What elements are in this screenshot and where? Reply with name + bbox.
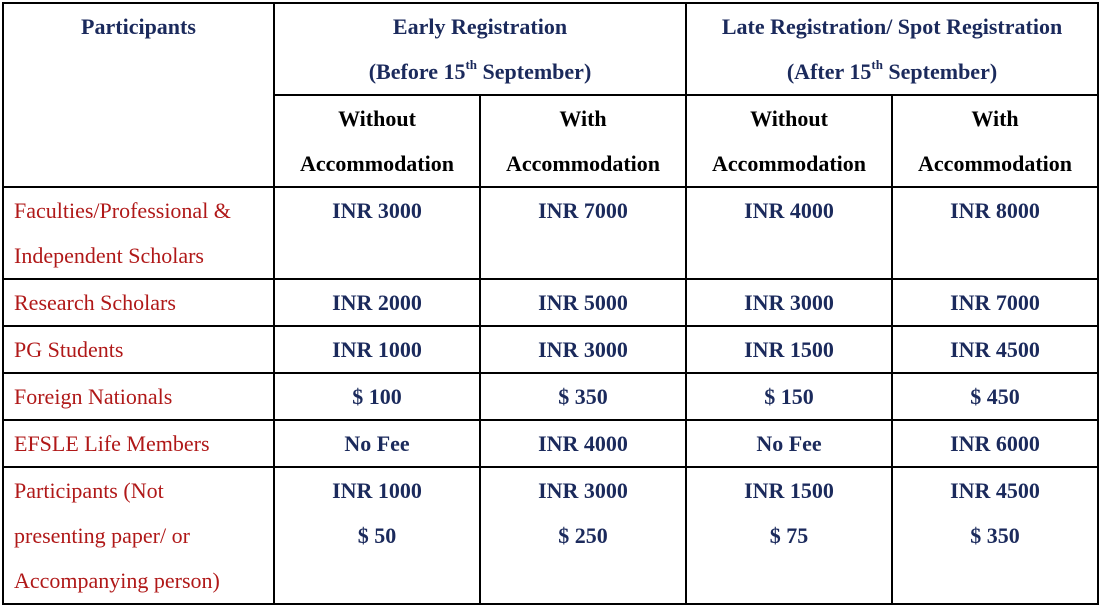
fee-cell: INR 4500 [892, 326, 1098, 373]
fee-cell: $ 100 [274, 373, 480, 420]
participant-category: Faculties/Professional & Independent Scholars [3, 187, 274, 279]
early-registration-header [274, 3, 686, 95]
late-without-accommodation-header: Without Accommodation [686, 95, 892, 187]
late-registration-title: Late Registration/ Spot Registration [721, 14, 1063, 39]
fee-cell: INR 1000 [274, 326, 480, 373]
table-row [3, 326, 1098, 373]
late-registration-header [686, 3, 1098, 95]
participant-category: Foreign Nationals [3, 373, 274, 420]
fee-cell: INR 4500 $ 350 [892, 467, 1098, 604]
early-registration-title: Early Registration [392, 14, 568, 39]
fee-cell: INR 4000 [480, 420, 686, 467]
table-row [3, 187, 1098, 279]
table-row [3, 373, 1098, 420]
fee-cell: $ 450 [892, 373, 1098, 420]
early-with-accommodation-header: With Accommodation [480, 95, 686, 187]
fee-cell: INR 5000 [480, 279, 686, 326]
participant-category: Research Scholars [3, 279, 274, 326]
fee-cell: INR 4000 [686, 187, 892, 279]
fee-cell: INR 3000 $ 250 [480, 467, 686, 604]
late-registration-date: (After 15th September) [786, 56, 998, 84]
fee-cell: $ 150 [686, 373, 892, 420]
fee-cell: INR 3000 [686, 279, 892, 326]
fee-cell: INR 3000 [480, 326, 686, 373]
fee-cell: INR 6000 [892, 420, 1098, 467]
fee-table-body [3, 187, 1098, 604]
participant-category: Participants (Not presenting paper/ or Accompanying person) [3, 467, 274, 604]
fee-cell: INR 3000 [274, 187, 480, 279]
table-row [3, 279, 1098, 326]
early-registration-date: (Before 15th September) [368, 56, 592, 84]
late-with-accommodation-header: With Accommodation [892, 95, 1098, 187]
fee-cell: INR 2000 [274, 279, 480, 326]
table-row [3, 467, 1098, 604]
early-without-accommodation-header: Without Accommodation [274, 95, 480, 187]
fee-cell: INR 1500 [686, 326, 892, 373]
fee-cell: No Fee [274, 420, 480, 467]
fee-cell: INR 1500 $ 75 [686, 467, 892, 604]
table-row [3, 420, 1098, 467]
participant-category: EFSLE Life Members [3, 420, 274, 467]
header-row-periods [3, 3, 1098, 95]
fee-cell: INR 7000 [892, 279, 1098, 326]
participant-category: PG Students [3, 326, 274, 373]
fee-cell: INR 1000 $ 50 [274, 467, 480, 604]
participants-header: Participants [3, 3, 274, 187]
fee-cell: INR 8000 [892, 187, 1098, 279]
fee-cell: INR 7000 [480, 187, 686, 279]
fee-cell: $ 350 [480, 373, 686, 420]
registration-fee-table [2, 2, 1099, 605]
fee-cell: No Fee [686, 420, 892, 467]
